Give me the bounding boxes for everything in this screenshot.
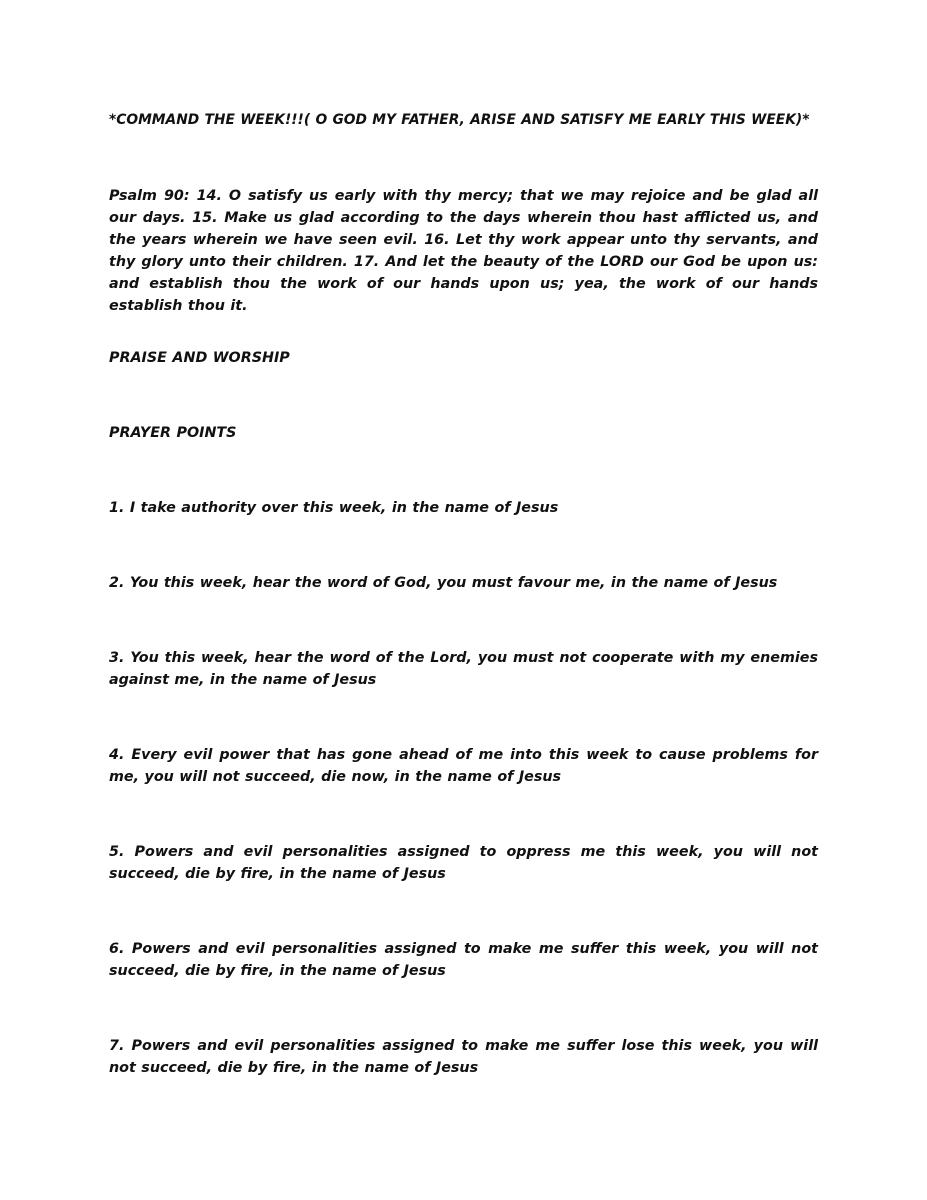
praise-heading: PRAISE AND WORSHIP — [109, 350, 290, 366]
prayer-point: 3. You this week, hear the word of the Lord, you must not cooperate with my enemies against me, in the name of Jesus — [109, 650, 818, 688]
scripture-paragraph: Psalm 90: 14. O satisfy us early with thy mercy; that we may rejoice and be glad all our days. 15. Make us glad according to the days wherein thou hast afflicted us, and the years wherein we have seen evil. 16. Let thy work appear unto thy servants, and thy glory unto their children. 17. And let the beauty of the LORD our God be upon us: and establish thou the work of our hands upon us; yea, the work of our hands establish thou it. — [109, 188, 818, 314]
prayer-point: 6. Powers and evil personalities assigned to make me suffer this week, you will not succeed, die by fire, in the name of Jesus — [109, 941, 818, 979]
prayer-point: 7. Powers and evil personalities assigned to make me suffer lose this week, you will not succeed, die by fire, in the name of Jesus — [109, 1038, 818, 1076]
document-title: *COMMAND THE WEEK!!!( O GOD MY FATHER, ARISE AND SATISFY ME EARLY THIS WEEK)* — [109, 112, 810, 128]
prayer-points-heading: PRAYER POINTS — [109, 425, 237, 441]
document-page — [109, 0, 818, 1200]
prayer-point: 4. Every evil power that has gone ahead of me into this week to cause problems for me, you will not succeed, die now, in the name of Jesus — [109, 747, 818, 785]
prayer-point: 2. You this week, hear the word of God, you must favour me, in the name of Jesus — [109, 575, 778, 591]
prayer-point: 1. I take authority over this week, in the name of Jesus — [109, 500, 559, 516]
prayer-point: 5. Powers and evil personalities assigned to oppress me this week, you will not succeed, die by fire, in the name of Jesus — [109, 844, 818, 882]
